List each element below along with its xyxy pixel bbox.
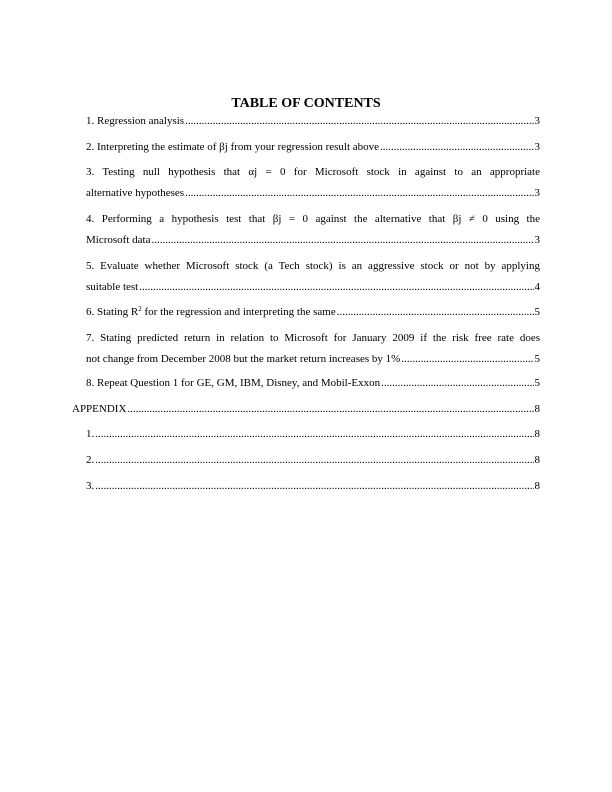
toc-entry-text: alternative hypotheses bbox=[86, 187, 185, 199]
toc-entry-appendix-1[interactable] bbox=[86, 424, 540, 445]
dot-leader bbox=[337, 302, 534, 323]
toc-page-number: 3 bbox=[534, 187, 540, 199]
toc-entry-appendix[interactable] bbox=[72, 399, 540, 420]
toc-entry-text-line1: 5. Evaluate whether Microsoft stock (a Tech stock) is an aggressive stock or not by applying bbox=[86, 260, 540, 272]
dot-leader bbox=[127, 399, 533, 420]
toc-entry-text: suitable test bbox=[86, 281, 139, 293]
toc-entry-text: APPENDIX bbox=[72, 403, 127, 415]
toc-page-number: 3 bbox=[534, 234, 540, 246]
toc-page-number: 8 bbox=[534, 428, 540, 440]
toc-entry-8[interactable] bbox=[86, 373, 540, 394]
toc-entry-text: 1. bbox=[86, 428, 95, 440]
toc-entry-2[interactable] bbox=[86, 137, 540, 158]
toc-entry-text-line1: 3. Testing null hypothesis that αj = 0 for Microsoft stock in against to an appropriate bbox=[86, 166, 540, 178]
toc-entry-4[interactable] bbox=[86, 209, 540, 251]
toc-entry-5[interactable] bbox=[86, 256, 540, 298]
dot-leader bbox=[380, 137, 533, 158]
toc-entry-appendix-3[interactable] bbox=[86, 476, 540, 497]
toc-entry-7[interactable] bbox=[86, 328, 540, 370]
toc-entry-text: not change from December 2008 but the market return increases by 1% bbox=[86, 353, 401, 365]
dot-leader bbox=[185, 183, 533, 204]
dot-leader bbox=[95, 476, 533, 497]
toc-entry-text-line1: 4. Performing a hypothesis test that βj = 0 against the alternative that βj ≠ 0 using the bbox=[86, 213, 540, 225]
toc-entry-text: 8. Repeat Question 1 for GE, GM, IBM, Disney, and Mobil-Exxon bbox=[86, 377, 381, 389]
dot-leader bbox=[185, 111, 533, 132]
toc-entry-text-line1: 7. Stating predicted return in relation to Microsoft for January 2009 if the risk free rate does bbox=[86, 332, 540, 344]
toc-entry-text: 3. bbox=[86, 480, 95, 492]
toc-entry-6[interactable] bbox=[86, 302, 540, 323]
toc-page-number: 3 bbox=[534, 115, 540, 127]
toc-entry-text: 2. bbox=[86, 454, 95, 466]
toc-entry-text: 6. Stating $R^2$ for the regression and interpreting the same bbox=[86, 305, 336, 318]
dot-leader bbox=[95, 450, 533, 471]
toc-page-number: 4 bbox=[534, 281, 540, 293]
toc-entry-appendix-2[interactable] bbox=[86, 450, 540, 471]
dot-leader bbox=[151, 230, 533, 251]
dot-leader bbox=[139, 277, 533, 298]
dot-leader bbox=[401, 349, 533, 370]
toc-page-number: 8 bbox=[534, 480, 540, 492]
toc-page-number: 8 bbox=[534, 403, 540, 415]
toc-page-number: 5 bbox=[534, 377, 540, 389]
toc-page-number: 8 bbox=[534, 454, 540, 466]
toc-page-number: 3 bbox=[534, 141, 540, 153]
toc-entry-text: 2. Interpreting the estimate of βj from your regression result above bbox=[86, 141, 380, 153]
toc-page-number: 5 bbox=[534, 306, 540, 318]
toc-entry-text: 1. Regression analysis bbox=[86, 115, 185, 127]
toc-entry-text: Microsoft data bbox=[86, 234, 151, 246]
toc-title: TABLE OF CONTENTS bbox=[231, 96, 381, 111]
dot-leader bbox=[95, 424, 533, 445]
toc-page-number: 5 bbox=[534, 353, 540, 365]
dot-leader bbox=[381, 373, 533, 394]
superscript: 2 bbox=[138, 305, 142, 313]
toc-entry-3[interactable] bbox=[86, 162, 540, 204]
toc-entry-1[interactable] bbox=[86, 111, 540, 132]
